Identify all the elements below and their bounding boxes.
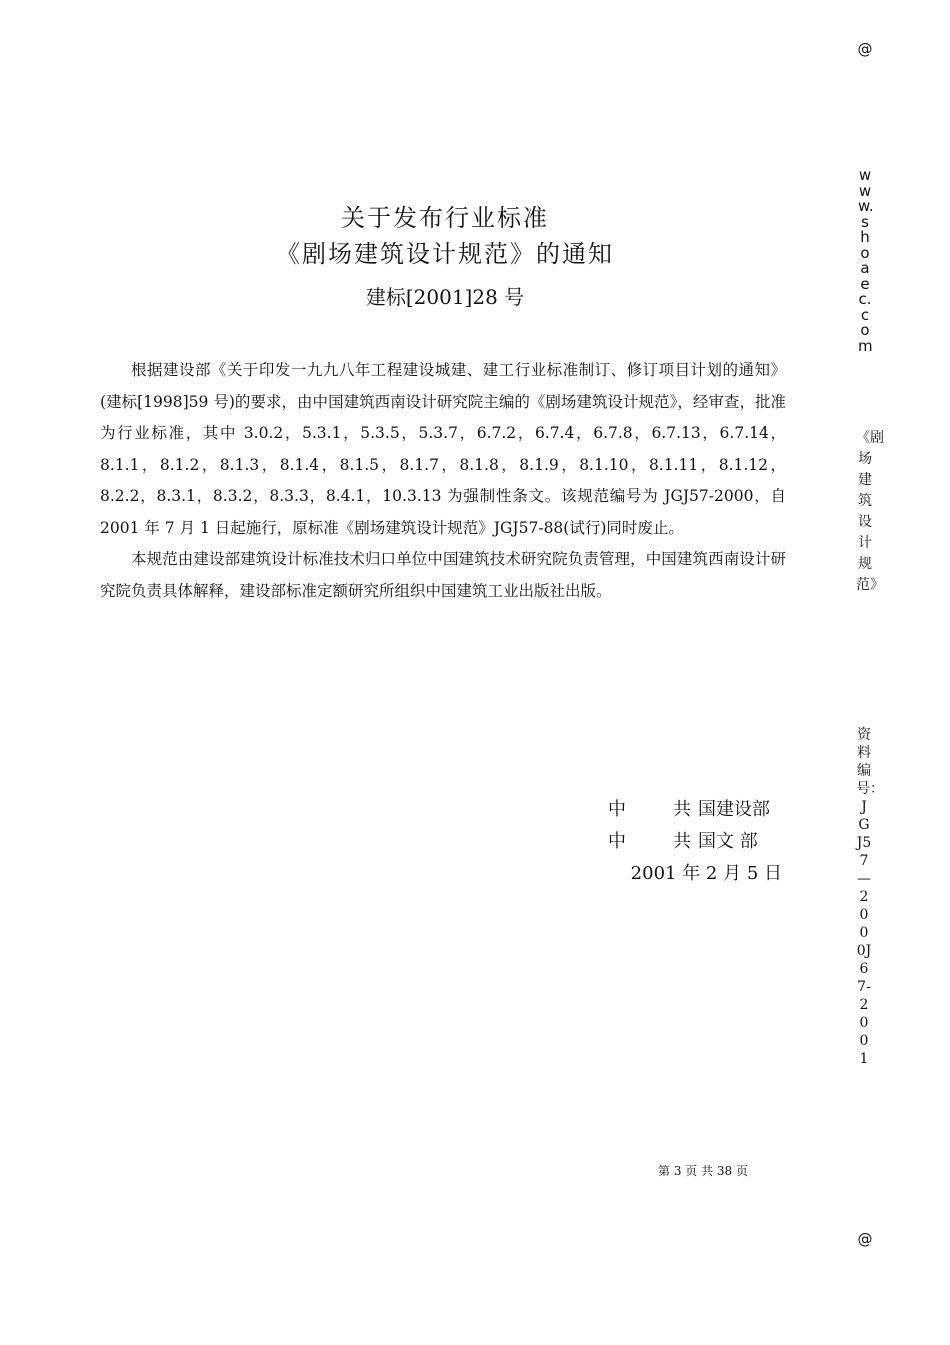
notice-body — [100, 355, 786, 607]
sidebar-title: 《剧场建筑设计规范》 — [856, 430, 884, 593]
notice-title-line-1: 关于发布行业标准 — [341, 204, 549, 232]
page-footer: 第 3 页 共 38 页 — [658, 1164, 748, 1178]
signature-line-1 — [608, 794, 782, 826]
notice-title-block — [100, 200, 790, 312]
notice-title-line-2: 《剧场建筑设计规范》的通知 — [276, 240, 614, 268]
sidebar-document-code: 资料编号：JGJ57—2000J67-2001 — [856, 727, 884, 1067]
sidebar-url: www.shoaec.com — [858, 166, 874, 355]
signature-line-1-part-1: 中 — [608, 799, 626, 820]
signature-line-2-part-3: 国文 部 — [698, 831, 758, 852]
document-number: 建标[2001]28 号 — [365, 285, 525, 309]
signature-date: 2001 年 2 月 5 日 — [630, 863, 782, 884]
sidebar-at-symbol-bottom: @ — [857, 1230, 873, 1248]
signature-line-2 — [608, 826, 782, 858]
signature-line-2-part-1: 中 — [608, 831, 626, 852]
signature-block — [608, 794, 782, 890]
signature-line-1-part-3: 国建设部 — [698, 799, 770, 820]
sidebar-at-symbol-top: @ — [857, 40, 873, 58]
signature-line-2-part-2: 共 — [673, 831, 691, 852]
paragraph-1: 根据建设部《关于印发一九九八年工程建设城建、建工行业标准制订、修订项目计划的通知》(建标[1998]59 号)的要求，由中国建筑西南设计研究院主编的《剧场建筑设计规范》，经审查，批准为行业标准，其中 3.0.2，5.3.1，5.3.5，5.3.7，6.7.2，6.7.4，6.7.8，6.7.13，6.7.14，8.1.1，8.1.2，8.1.3，8.1.4，8.1.5，8.1.7，8.1.8，8.1.9，8.1.10，8.1.11，8.1.12，8.2.2，8.3.1，8.3.2，8.3.3，8.4.1，10.3.13 为强制性条文。该规范编号为 JGJ57-2000，自 2001 年 7 月 1 日起施行，原标准《剧场建筑设计规范》JGJ57-88(试行)同时废止。 — [100, 361, 786, 537]
signature-line-1-part-2: 共 — [673, 799, 691, 820]
paragraph-2: 本规范由建设部建筑设计标准技术归口单位中国建筑技术研究院负责管理，中国建筑西南设计研究院负责具体解释，建设部标准定额研究所组织中国建筑工业出版社出版。 — [100, 550, 786, 600]
